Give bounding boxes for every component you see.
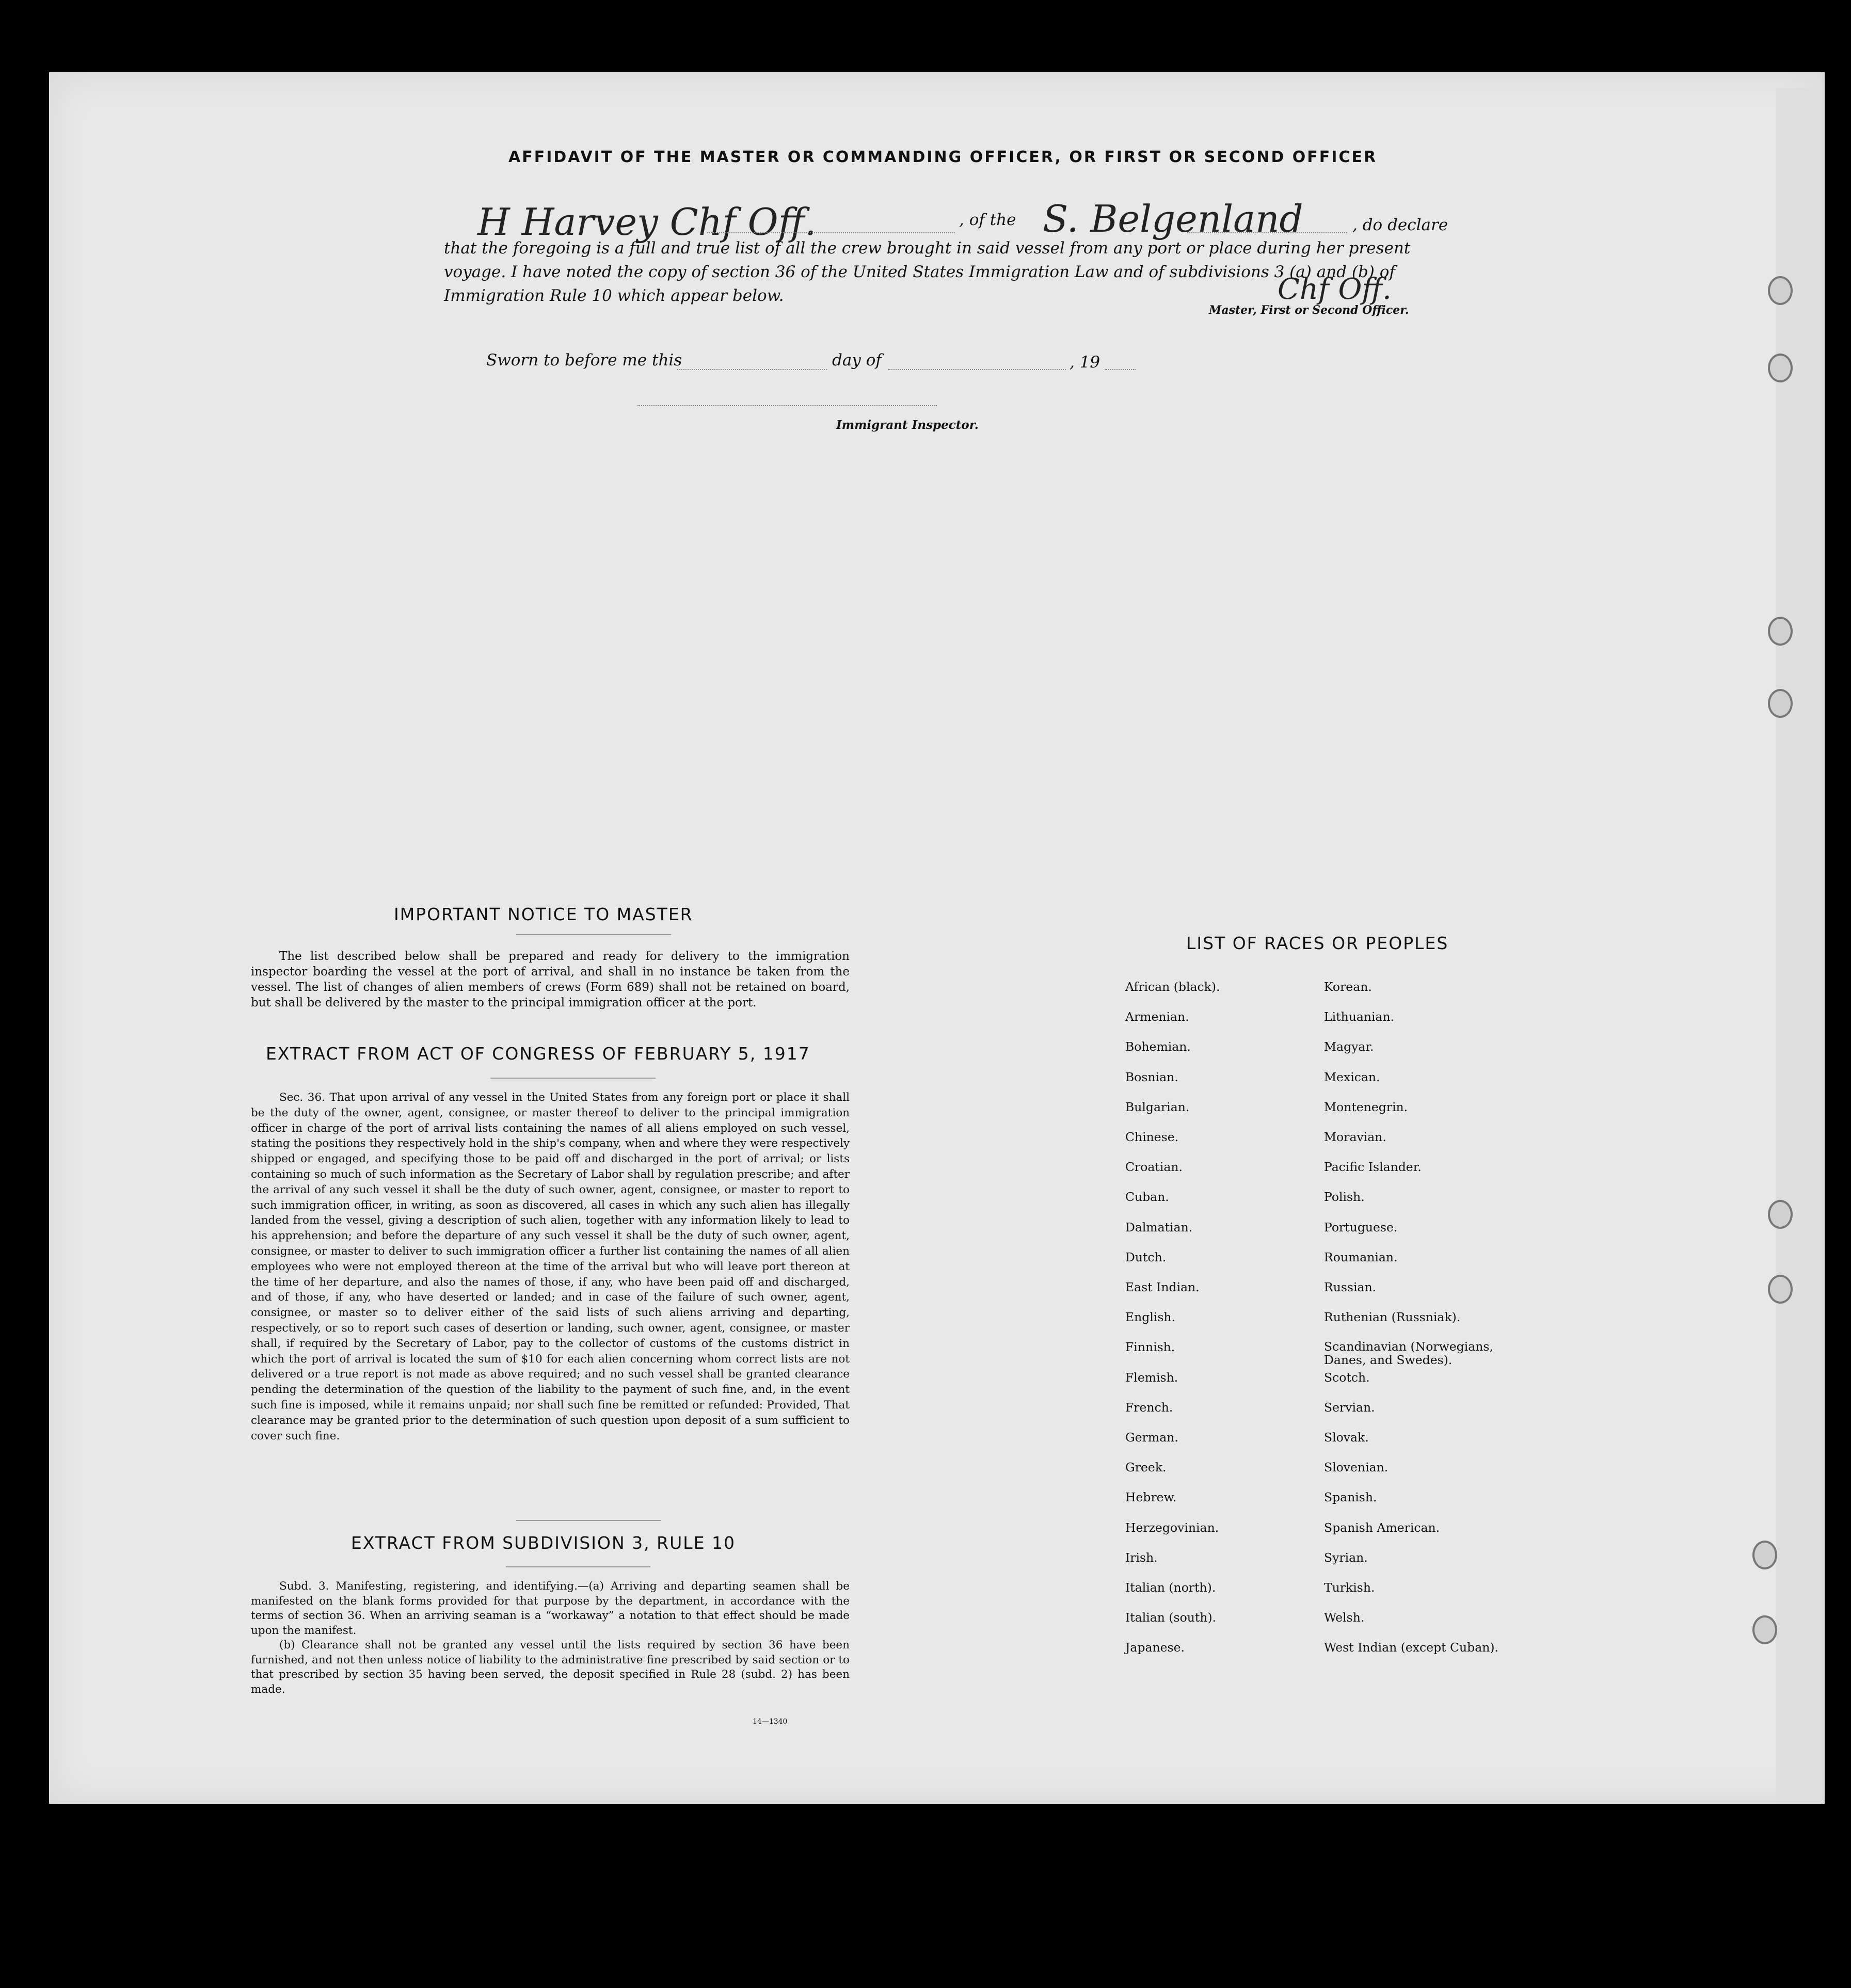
race-item: Welsh. bbox=[1324, 1610, 1365, 1625]
race-item: Polish. bbox=[1324, 1190, 1365, 1204]
race-item: Moravian. bbox=[1324, 1130, 1386, 1144]
race-item: Turkish. bbox=[1324, 1580, 1375, 1595]
subdivision-3-text bbox=[251, 1579, 850, 1697]
punch-hole bbox=[1752, 1615, 1777, 1644]
punch-hole bbox=[1768, 1275, 1793, 1304]
race-item: Dalmatian. bbox=[1125, 1220, 1193, 1235]
race-item: Italian (south). bbox=[1125, 1610, 1217, 1625]
race-item: Chinese. bbox=[1125, 1130, 1179, 1144]
second-signature: Chf Off. bbox=[1278, 272, 1392, 306]
race-item: Russian. bbox=[1324, 1280, 1377, 1294]
divider bbox=[490, 1078, 656, 1079]
sworn-label: Sworn to before me this bbox=[486, 351, 682, 370]
race-item: Greek. bbox=[1125, 1460, 1167, 1474]
inspector-label: Immigrant Inspector. bbox=[836, 418, 979, 432]
divider bbox=[516, 1520, 661, 1521]
rule-title: EXTRACT FROM SUBDIVISION 3, RULE 10 bbox=[351, 1533, 736, 1553]
affidavit-title: AFFIDAVIT OF THE MASTER OR COMMANDING OFFICER, OR FIRST OR SECOND OFFICER bbox=[508, 148, 1378, 166]
race-item: Finnish. bbox=[1125, 1340, 1175, 1354]
punch-hole bbox=[1768, 1200, 1793, 1229]
notice-text: The list described below shall be prepared and ready for delivery to the immigration inspector boarding the vessel at the port of arrival, and shall in no instance be taken from the vessel. The list of changes of alien members of crews (Form 689) shall not be retained on board, but shall be delivered by the master to the principal immigration officer at the port. bbox=[251, 950, 850, 1009]
declare-label: , do declare bbox=[1352, 216, 1448, 234]
race-item: East Indian. bbox=[1125, 1280, 1200, 1294]
race-item: Syrian. bbox=[1324, 1550, 1368, 1565]
race-item: Lithuanian. bbox=[1324, 1009, 1395, 1024]
subd-para-a: Subd. 3. Manifesting, registering, and identifying.—(a) Arriving and departing seamen shall be manifested on the blank forms provided for that purpose by the department, in accordance with the terms of section 36. When an arriving seaman is a “workaway” a notation to that effect should be made upon the manifest. bbox=[251, 1580, 850, 1637]
month-line bbox=[888, 369, 1066, 370]
race-item: Pacific Islander. bbox=[1324, 1160, 1422, 1174]
document-page bbox=[49, 72, 1825, 1804]
race-item: Servian. bbox=[1324, 1400, 1375, 1415]
race-item: Ruthenian (Russniak). bbox=[1324, 1310, 1461, 1324]
race-item: Irish. bbox=[1125, 1550, 1158, 1565]
day-line bbox=[677, 369, 827, 370]
race-item: Hebrew. bbox=[1125, 1490, 1177, 1504]
race-item: German. bbox=[1125, 1430, 1178, 1445]
race-item: Scandinavian (Norwegians, Danes, and Swedes). bbox=[1324, 1339, 1493, 1367]
race-item: Montenegrin. bbox=[1324, 1100, 1408, 1114]
race-item: Scotch. bbox=[1324, 1370, 1370, 1385]
ship-name: S. Belgenland bbox=[1043, 197, 1303, 241]
punch-hole bbox=[1752, 1541, 1777, 1569]
race-item: Bosnian. bbox=[1125, 1070, 1178, 1084]
races-title: LIST OF RACES OR PEOPLES bbox=[1186, 933, 1449, 953]
form-number: 14—1340 bbox=[753, 1718, 788, 1726]
race-item: Korean. bbox=[1324, 980, 1372, 994]
race-item: Slovak. bbox=[1324, 1430, 1369, 1445]
race-item: African (black). bbox=[1125, 980, 1220, 994]
race-item: Portuguese. bbox=[1324, 1220, 1398, 1235]
inspector-line bbox=[637, 405, 937, 406]
affidavit-body: that the foregoing is a full and true list of all the crew brought in said vessel from any port or place during her present voyage. I have noted the copy of section 36 of the United States Immigration Law and of subdivisions 3 (a) and (b) of Immigration Rule 10 which appear below. bbox=[444, 239, 1411, 305]
act-title: EXTRACT FROM ACT OF CONGRESS OF FEBRUARY 5, 1917 bbox=[266, 1044, 810, 1064]
race-item: Bulgarian. bbox=[1125, 1100, 1190, 1114]
race-item: English. bbox=[1125, 1310, 1176, 1324]
race-item: French. bbox=[1125, 1400, 1173, 1415]
section-36-text: Sec. 36. That upon arrival of any vessel in the United States from any foreign port or place it shall be the duty of the owner, agent, consignee, or master thereof to deliver to the principal immigration officer in charge of the port of arrival lists containing the names of all aliens employed on such vessel, stating the positions they respectively hold in the ship's company, when and where they were respectively shipped or engaged, and specifying those to be paid off and discharged in the port of arrival; or lists containing so much of such information as the Secretary of Labor shall by regulation prescribe; and after the arrival of any such vessel it shall be the duty of such owner, agent, consignee, or master to report to such immigration officer, in writing, as soon as discovered, all cases in which any such alien has illegally landed from the vessel, giving a description of such alien, together with any information likely to lead to his apprehension; and before the departure of any such vessel it shall be the duty of such owner, agent, consignee, or master to deliver to such immigration officer a further list containing the names of all alien employees who were not employed thereon at the time of the arrival but who will leave port thereon at the time of her departure, and also the names of those, if any, who have been paid off and discharged, and of those, if any, who have deserted or landed; and in case of the failure of such owner, agent, consignee, or master so to deliver either of the said lists of such aliens arriving and departing, respectively, or so to report such cases of desertion or landing, such owner, agent, consignee, or master shall, if required by the Secretary of Labor, pay to the collector of customs of the customs district in which the port of arrival is located the sum of $10 for each alien concerning whom correct lists are not delivered or a true report is not made as above required; and no such vessel shall be granted clearance pending the determination of the question of the liability to the payment of such fine, and, in the event such fine is imposed, while it remains unpaid; nor shall such fine be remitted or refunded: Provided, That clearance may be granted prior to the determination of such question upon deposit of a sum sufficient to cover such fine. bbox=[251, 1091, 850, 1442]
race-item: Bohemian. bbox=[1125, 1039, 1191, 1054]
race-item: Cuban. bbox=[1125, 1190, 1169, 1204]
subd-para-b: (b) Clearance shall not be granted any vessel until the lists required by section 36 have been furnished, and not then unless notice of liability to the administrative fine prescribed by said section or to that prescribed by section 35 having been served, the deposit specified in Rule 28 (subd. 2) has been made. bbox=[251, 1639, 850, 1696]
race-item: Croatian. bbox=[1125, 1160, 1183, 1174]
race-item: Magyar. bbox=[1324, 1039, 1374, 1054]
race-item: Flemish. bbox=[1125, 1370, 1178, 1385]
officer-signature: H Harvey Chf Off. bbox=[477, 200, 817, 244]
race-item: Dutch. bbox=[1125, 1250, 1167, 1264]
notice-title: IMPORTANT NOTICE TO MASTER bbox=[394, 904, 693, 924]
ship-line bbox=[1187, 232, 1347, 233]
divider bbox=[516, 934, 671, 935]
day-of-label: day of bbox=[832, 351, 882, 370]
race-item: Japanese. bbox=[1125, 1640, 1185, 1655]
race-item: Herzegovinian. bbox=[1125, 1520, 1219, 1535]
race-item: Spanish American. bbox=[1324, 1520, 1440, 1535]
punch-hole bbox=[1768, 617, 1793, 646]
divider bbox=[506, 1566, 650, 1567]
race-item: Roumanian. bbox=[1324, 1250, 1398, 1264]
signature-line bbox=[707, 232, 955, 233]
race-item: Spanish. bbox=[1324, 1490, 1377, 1504]
race-item: Slovenian. bbox=[1324, 1460, 1389, 1474]
master-label: Master, First or Second Officer. bbox=[1209, 303, 1409, 317]
punch-hole bbox=[1768, 276, 1793, 305]
race-item: Armenian. bbox=[1125, 1009, 1189, 1024]
race-item: Mexican. bbox=[1324, 1070, 1380, 1084]
page-edge bbox=[1776, 88, 1822, 1804]
year-label: , 19 bbox=[1070, 353, 1100, 372]
race-item: West Indian (except Cuban). bbox=[1324, 1640, 1499, 1655]
punch-hole bbox=[1768, 689, 1793, 718]
race-item: Italian (north). bbox=[1125, 1580, 1216, 1595]
year-line bbox=[1105, 369, 1136, 370]
of-the-label: , of the bbox=[959, 211, 1016, 229]
punch-hole bbox=[1768, 354, 1793, 382]
